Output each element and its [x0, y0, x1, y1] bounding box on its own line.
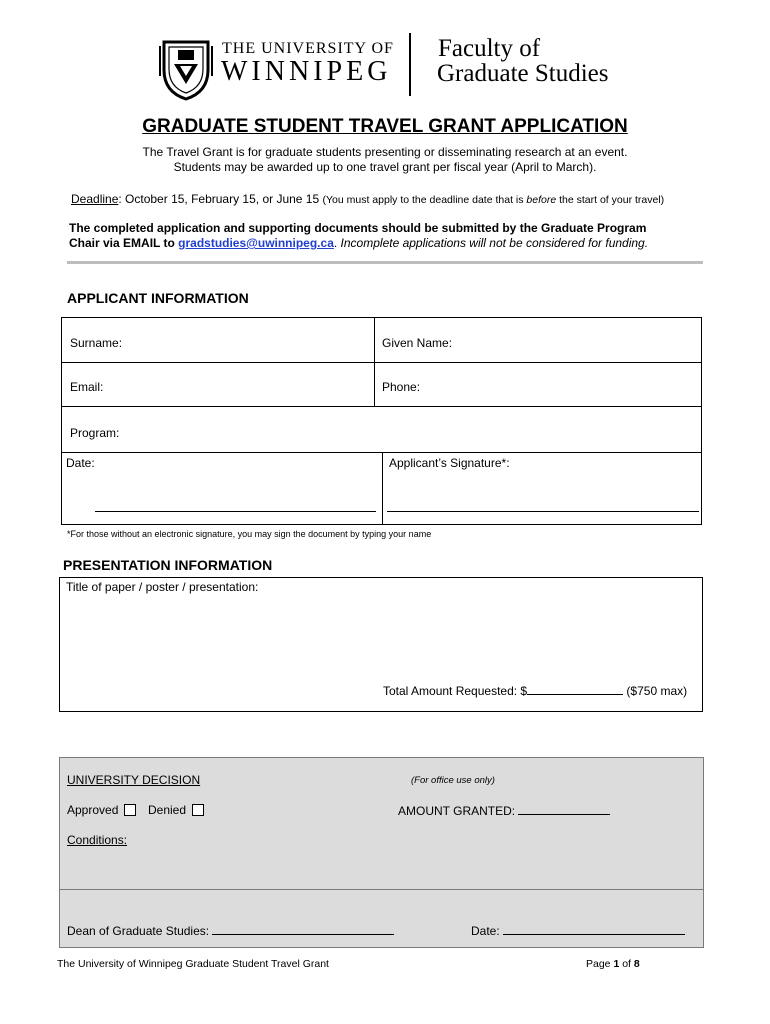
- deadline-note-post: the start of your travel): [556, 194, 665, 206]
- section-divider: [67, 261, 703, 264]
- submission-line-2-bold: Chair via EMAIL to: [69, 236, 179, 250]
- footer-title: The University of Winnipeg Graduate Student Travel Grant: [57, 958, 329, 970]
- page-total: 8: [633, 958, 640, 970]
- page-title: GRADUATE STUDENT TRAVEL GRANT APPLICATION: [142, 116, 628, 137]
- approved-checkbox[interactable]: [124, 804, 136, 816]
- approved-label: Approved: [67, 803, 119, 817]
- surname-field[interactable]: Surname:: [70, 336, 123, 350]
- deadline-note: [323, 194, 665, 206]
- signature-field[interactable]: Applicant’s Signature*:: [389, 456, 510, 470]
- decision-heading: UNIVERSITY DECISION: [67, 773, 201, 787]
- presentation-title-field[interactable]: Title of paper / poster / presentation:: [66, 580, 259, 594]
- table-row-line-1: [62, 362, 701, 363]
- total-amount-label: Total Amount Requested: $: [383, 684, 528, 698]
- page-current: 1: [613, 958, 620, 970]
- intro-line-2: Students may be awarded up to one travel grant per fiscal year (April to March).: [173, 160, 597, 174]
- date-signature-line[interactable]: [95, 511, 376, 512]
- presentation-section-heading: PRESENTATION INFORMATION: [63, 557, 273, 573]
- applicant-signature-line[interactable]: [387, 511, 699, 512]
- amount-granted: [398, 803, 610, 818]
- faculty-name-line1: Faculty of: [438, 35, 541, 62]
- denied-label: Denied: [148, 803, 187, 817]
- email-link[interactable]: gradstudies@uwinnipeg.ca: [178, 236, 334, 250]
- decision-date-line[interactable]: [503, 923, 685, 935]
- signature-note: *For those without an electronic signature, you may sign the document by typing your name: [67, 529, 432, 539]
- dean-signature: [67, 923, 394, 938]
- page-prefix: Page: [586, 958, 614, 970]
- deadline-note-pre: (You must apply to the deadline date that is: [322, 194, 527, 206]
- denied-checkbox[interactable]: [192, 804, 204, 816]
- header-divider: [409, 33, 411, 96]
- email-field[interactable]: Email:: [70, 380, 104, 394]
- amount-granted-input[interactable]: [518, 803, 610, 815]
- submission-line-1: The completed application and supporting documents should be submitted by the Graduate Program: [69, 221, 647, 235]
- page-of: of: [619, 958, 634, 970]
- table-row-line-2: [62, 406, 701, 407]
- dean-signature-line[interactable]: [212, 923, 394, 935]
- deadline-text: [71, 192, 664, 206]
- faculty-name-line2: Graduate Studies: [437, 60, 609, 87]
- applicant-section-heading: APPLICANT INFORMATION: [67, 290, 249, 306]
- applicant-info-table: [61, 317, 702, 525]
- phone-field[interactable]: Phone:: [382, 380, 421, 394]
- total-amount-max: ($750 max): [623, 684, 688, 698]
- total-amount-requested: [383, 683, 687, 698]
- decision-date-label: Date:: [471, 924, 504, 938]
- university-name-line2: WINNIPEG: [221, 56, 392, 87]
- submission-warning: Incomplete applications will not be considered for funding.: [340, 236, 649, 250]
- table-vline-bottom: [382, 452, 383, 524]
- date-field[interactable]: Date:: [66, 456, 95, 470]
- deadline-label: Deadline: [71, 192, 119, 206]
- deadline-note-emphasis: before: [526, 194, 557, 206]
- decision-date: [471, 923, 685, 938]
- page-number: [586, 958, 640, 970]
- dean-label: Dean of Graduate Studies:: [67, 924, 213, 938]
- program-field[interactable]: Program:: [70, 426, 120, 440]
- submission-period: .: [333, 236, 341, 250]
- university-crest-logo: [158, 36, 214, 102]
- intro-line-1: The Travel Grant is for graduate students presenting or disseminating research at an event.: [142, 145, 628, 159]
- deadline-dates: : October 15, February 15, or June 15: [118, 192, 323, 206]
- decision-divider: [60, 889, 703, 890]
- university-name-line1: THE UNIVERSITY OF: [222, 40, 394, 57]
- given-name-field[interactable]: Given Name:: [382, 336, 453, 350]
- conditions-label: Conditions:: [67, 833, 128, 847]
- office-use-note: (For office use only): [411, 775, 495, 786]
- amount-granted-label: AMOUNT GRANTED:: [398, 804, 519, 818]
- submission-line-2: [69, 236, 648, 250]
- total-amount-input[interactable]: [527, 683, 623, 695]
